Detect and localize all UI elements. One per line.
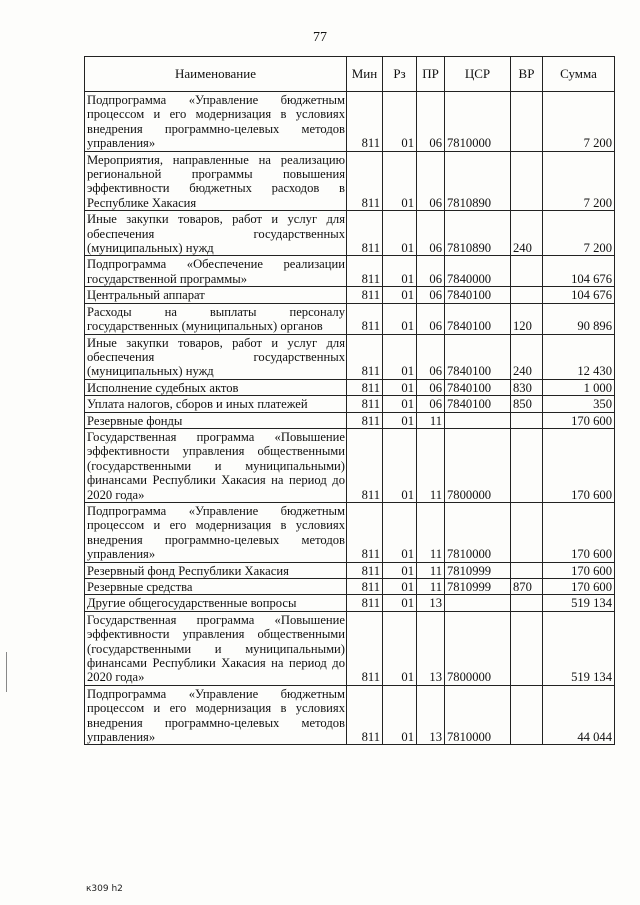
cell-csr: 7840100 <box>445 379 511 395</box>
table-row <box>85 287 615 303</box>
cell-pr: 06 <box>417 92 445 152</box>
cell-vr <box>511 151 543 211</box>
cell-vr: 870 <box>511 579 543 595</box>
budget-table <box>84 56 615 745</box>
cell-csr <box>445 412 511 428</box>
cell-rz: 01 <box>383 562 417 578</box>
cell-pr: 06 <box>417 211 445 256</box>
table-row <box>85 562 615 578</box>
cell-min: 811 <box>347 595 383 611</box>
cell-min: 811 <box>347 303 383 334</box>
cell-pr: 06 <box>417 396 445 412</box>
cell-pr: 11 <box>417 579 445 595</box>
cell-min: 811 <box>347 685 383 745</box>
table-row <box>85 211 615 256</box>
cell-vr <box>511 562 543 578</box>
cell-csr: 7840100 <box>445 303 511 334</box>
cell-sum: 104 676 <box>543 256 615 287</box>
cell-csr: 7810000 <box>445 92 511 152</box>
cell-name: Центральный аппарат <box>85 287 347 303</box>
cell-csr: 7840000 <box>445 256 511 287</box>
cell-csr: 7840100 <box>445 334 511 379</box>
cell-pr: 06 <box>417 151 445 211</box>
cell-sum: 350 <box>543 396 615 412</box>
cell-vr: 240 <box>511 334 543 379</box>
header-csr: ЦСР <box>445 57 511 92</box>
cell-name: Иные закупки товаров, работ и услуг для обеспечения государственных (муниципальных) нужд <box>85 211 347 256</box>
cell-rz: 01 <box>383 211 417 256</box>
cell-vr <box>511 287 543 303</box>
table-header-row <box>85 57 615 92</box>
cell-min: 811 <box>347 428 383 502</box>
cell-csr: 7810890 <box>445 211 511 256</box>
table-row <box>85 92 615 152</box>
cell-vr <box>511 412 543 428</box>
table-row <box>85 256 615 287</box>
cell-rz: 01 <box>383 303 417 334</box>
cell-min: 811 <box>347 151 383 211</box>
cell-vr <box>511 685 543 745</box>
cell-csr: 7810000 <box>445 685 511 745</box>
table-row <box>85 303 615 334</box>
cell-rz: 01 <box>383 334 417 379</box>
cell-csr: 7810890 <box>445 151 511 211</box>
cell-rz: 01 <box>383 396 417 412</box>
cell-csr: 7810999 <box>445 579 511 595</box>
cell-rz: 01 <box>383 412 417 428</box>
cell-vr <box>511 428 543 502</box>
cell-name: Подпрограмма «Управление бюджетным процессом и его модернизация в условиях внедрения программно-целевых методов управления» <box>85 502 347 562</box>
cell-min: 811 <box>347 379 383 395</box>
cell-pr: 06 <box>417 287 445 303</box>
cell-pr: 06 <box>417 379 445 395</box>
cell-pr: 13 <box>417 685 445 745</box>
cell-rz: 01 <box>383 151 417 211</box>
cell-csr <box>445 595 511 611</box>
cell-sum: 104 676 <box>543 287 615 303</box>
table-row <box>85 579 615 595</box>
cell-rz: 01 <box>383 611 417 685</box>
cell-rz: 01 <box>383 579 417 595</box>
header-pr: ПР <box>417 57 445 92</box>
cell-vr <box>511 92 543 152</box>
cell-pr: 06 <box>417 303 445 334</box>
header-rz: Рз <box>383 57 417 92</box>
cell-csr: 7840100 <box>445 287 511 303</box>
cell-sum: 7 200 <box>543 151 615 211</box>
cell-min: 811 <box>347 611 383 685</box>
cell-name: Государственная программа «Повышение эффективности управления общественными (государственными и муниципальными) финансами Республики Хакасия на период до 2020 года» <box>85 611 347 685</box>
cell-min: 811 <box>347 396 383 412</box>
cell-name: Резервные средства <box>85 579 347 595</box>
cell-rz: 01 <box>383 92 417 152</box>
cell-name: Расходы на выплаты персоналу государственных (муниципальных) органов <box>85 303 347 334</box>
cell-pr: 06 <box>417 334 445 379</box>
header-sum: Сумма <box>543 57 615 92</box>
cell-csr: 7800000 <box>445 611 511 685</box>
table-row <box>85 379 615 395</box>
cell-pr: 13 <box>417 595 445 611</box>
cell-min: 811 <box>347 579 383 595</box>
table-row <box>85 502 615 562</box>
cell-name: Резервный фонд Республики Хакасия <box>85 562 347 578</box>
cell-sum: 170 600 <box>543 562 615 578</box>
cell-vr: 850 <box>511 396 543 412</box>
cell-sum: 1 000 <box>543 379 615 395</box>
cell-csr: 7840100 <box>445 396 511 412</box>
cell-vr: 240 <box>511 211 543 256</box>
cell-sum: 519 134 <box>543 611 615 685</box>
cell-pr: 11 <box>417 502 445 562</box>
header-min: Мин <box>347 57 383 92</box>
cell-name: Мероприятия, направленные на реализацию региональной программы повышения эффективности бюджетных расходов в Республике Хакасия <box>85 151 347 211</box>
cell-min: 811 <box>347 412 383 428</box>
header-name: Наименование <box>85 57 347 92</box>
cell-rz: 01 <box>383 379 417 395</box>
cell-vr: 120 <box>511 303 543 334</box>
cell-pr: 13 <box>417 611 445 685</box>
cell-sum: 170 600 <box>543 428 615 502</box>
page-number: 77 <box>313 30 327 45</box>
cell-sum: 12 430 <box>543 334 615 379</box>
footer-code: к309 h2 <box>86 884 123 894</box>
cell-name: Подпрограмма «Обеспечение реализации государственной программы» <box>85 256 347 287</box>
cell-vr: 830 <box>511 379 543 395</box>
cell-min: 811 <box>347 502 383 562</box>
table-row <box>85 412 615 428</box>
table-row <box>85 685 615 745</box>
cell-vr <box>511 611 543 685</box>
cell-rz: 01 <box>383 502 417 562</box>
table-row <box>85 396 615 412</box>
table-row <box>85 611 615 685</box>
cell-min: 811 <box>347 334 383 379</box>
cell-sum: 90 896 <box>543 303 615 334</box>
cell-csr: 7810999 <box>445 562 511 578</box>
header-vr: ВР <box>511 57 543 92</box>
cell-rz: 01 <box>383 287 417 303</box>
cell-min: 811 <box>347 92 383 152</box>
cell-rz: 01 <box>383 685 417 745</box>
margin-mark <box>6 652 7 692</box>
cell-sum: 170 600 <box>543 412 615 428</box>
cell-sum: 7 200 <box>543 211 615 256</box>
cell-name: Исполнение судебных актов <box>85 379 347 395</box>
cell-vr <box>511 502 543 562</box>
cell-min: 811 <box>347 256 383 287</box>
cell-name: Подпрограмма «Управление бюджетным процессом и его модернизация в условиях внедрения программно-целевых методов управления» <box>85 685 347 745</box>
cell-rz: 01 <box>383 595 417 611</box>
cell-sum: 7 200 <box>543 92 615 152</box>
cell-vr <box>511 256 543 287</box>
cell-name: Подпрограмма «Управление бюджетным процессом и его модернизация в условиях внедрения программно-целевых методов управления» <box>85 92 347 152</box>
cell-min: 811 <box>347 211 383 256</box>
cell-min: 811 <box>347 562 383 578</box>
cell-sum: 170 600 <box>543 579 615 595</box>
cell-csr: 7800000 <box>445 428 511 502</box>
cell-min: 811 <box>347 287 383 303</box>
table-row <box>85 334 615 379</box>
cell-name: Иные закупки товаров, работ и услуг для обеспечения государственных (муниципальных) нужд <box>85 334 347 379</box>
cell-name: Резервные фонды <box>85 412 347 428</box>
cell-csr: 7810000 <box>445 502 511 562</box>
cell-pr: 11 <box>417 562 445 578</box>
cell-name: Другие общегосударственные вопросы <box>85 595 347 611</box>
cell-pr: 06 <box>417 256 445 287</box>
table-row <box>85 428 615 502</box>
cell-rz: 01 <box>383 428 417 502</box>
cell-name: Государственная программа «Повышение эффективности управления общественными (государственными и муниципальными) финансами Республики Хакасия на период до 2020 года» <box>85 428 347 502</box>
cell-sum: 519 134 <box>543 595 615 611</box>
cell-rz: 01 <box>383 256 417 287</box>
table-row <box>85 151 615 211</box>
cell-vr <box>511 595 543 611</box>
cell-name: Уплата налогов, сборов и иных платежей <box>85 396 347 412</box>
cell-pr: 11 <box>417 428 445 502</box>
table-row <box>85 595 615 611</box>
cell-sum: 170 600 <box>543 502 615 562</box>
cell-sum: 44 044 <box>543 685 615 745</box>
cell-pr: 11 <box>417 412 445 428</box>
